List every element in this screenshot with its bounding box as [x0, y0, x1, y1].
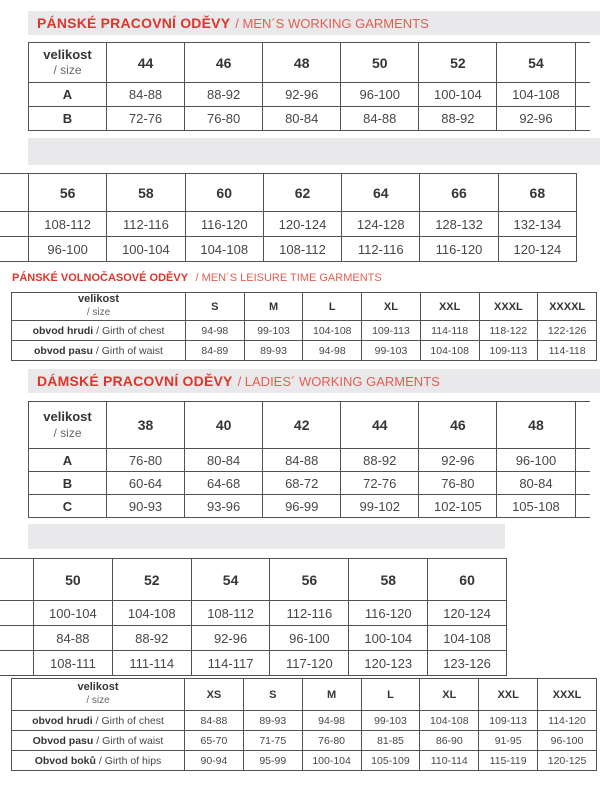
section-title-czech: PÁNSKÉ PRACOVNÍ ODĚVY	[37, 15, 231, 31]
column-header-size-M: M	[244, 293, 303, 321]
size-value-cell: 96-99	[263, 495, 341, 518]
row-label: obvod pasu / Girth of waist	[12, 341, 186, 361]
size-value-cell: 89-93	[244, 341, 303, 361]
size-value-cell: 116-120	[185, 212, 263, 237]
size-value-cell: 88-92	[112, 626, 191, 651]
size-value-cell: 94-98	[186, 321, 245, 341]
column-header-size-54: 54	[191, 559, 270, 601]
section-title-english: / MEN´S WORKING GARMENTS	[235, 15, 429, 31]
column-header-size-XS: XS	[185, 679, 244, 711]
size-value-cell: 124-128	[342, 212, 420, 237]
size-value-cell: 84-88	[34, 626, 113, 651]
cut-off-cell-stub	[0, 212, 29, 237]
column-header-size-M: M	[302, 679, 361, 711]
size-value-cell: 84-88	[107, 83, 185, 107]
column-header-size-XXXL: XXXL	[538, 679, 597, 711]
size-value-cell: 104-108	[112, 601, 191, 626]
column-header-size-58: 58	[107, 174, 185, 212]
column-header-size-40: 40	[185, 402, 263, 449]
corner-cell-velikost-size: velikost / size	[29, 402, 107, 449]
size-value-cell: 96-100	[497, 449, 575, 472]
size-value-cell: 104-108	[420, 711, 479, 731]
column-header-size-52: 52	[112, 559, 191, 601]
column-header-size-66: 66	[420, 174, 498, 212]
row-label: obvod hrudi / Girth of chest	[12, 321, 186, 341]
column-header-size-42: 42	[263, 402, 341, 449]
size-value-cell: 112-116	[270, 601, 349, 626]
size-value-cell: 65-70	[185, 731, 244, 751]
size-value-cell: 100-104	[34, 601, 113, 626]
size-value-cell: 104-108	[420, 341, 479, 361]
size-value-cell: 90-93	[107, 495, 185, 518]
size-value-cell: 108-112	[191, 601, 270, 626]
size-value-cell: 116-120	[349, 601, 428, 626]
corner-cell-velikost-size: velikost / size	[12, 679, 185, 711]
size-value-cell: 88-92	[341, 449, 419, 472]
cut-off-cell-stub	[575, 83, 590, 107]
cut-off-cell-stub	[575, 495, 590, 518]
size-value-cell: 92-96	[263, 83, 341, 107]
column-header-size-XL: XL	[420, 679, 479, 711]
column-header-size-46: 46	[185, 43, 263, 83]
column-header-size-60: 60	[428, 559, 507, 601]
size-value-cell: 100-104	[107, 237, 185, 262]
size-value-cell: 111-114	[112, 651, 191, 676]
size-value-cell: 76-80	[419, 472, 497, 495]
table-continuation-bar	[28, 524, 505, 549]
size-value-cell: 99-103	[244, 321, 303, 341]
column-header-size-56: 56	[270, 559, 349, 601]
table-mens-leisure-sizes	[11, 292, 597, 361]
size-value-cell: 118-122	[479, 321, 538, 341]
size-value-cell: 122-126	[538, 321, 597, 341]
size-value-cell: 114-117	[191, 651, 270, 676]
size-value-cell: 115-119	[479, 751, 538, 771]
size-value-cell: 76-80	[107, 449, 185, 472]
cut-off-cell-stub	[0, 651, 34, 676]
size-value-cell: 128-132	[420, 212, 498, 237]
size-value-cell: 99-102	[341, 495, 419, 518]
size-value-cell: 132-134	[498, 212, 576, 237]
size-value-cell: 112-116	[107, 212, 185, 237]
row-label: Obvod pasu / Girth of waist	[12, 731, 185, 751]
size-value-cell: 72-76	[107, 107, 185, 131]
corner-cell-velikost-size: velikost / size	[12, 293, 186, 321]
corner-cell-velikost-size: velikost / size	[29, 43, 107, 83]
table-mens-working-sizes-44-54	[28, 42, 590, 131]
row-label: obvod hrudi / Girth of chest	[12, 711, 185, 731]
size-value-cell: 96-100	[270, 626, 349, 651]
column-header-size-50: 50	[34, 559, 113, 601]
cut-off-column-stub	[575, 402, 590, 449]
size-value-cell: 117-120	[270, 651, 349, 676]
size-value-cell: 92-96	[419, 449, 497, 472]
column-header-size-44: 44	[107, 43, 185, 83]
size-value-cell: 80-84	[263, 107, 341, 131]
cut-off-cell-stub	[0, 601, 34, 626]
size-value-cell: 100-104	[349, 626, 428, 651]
size-value-cell: 100-104	[419, 83, 497, 107]
column-header-size-44: 44	[341, 402, 419, 449]
size-value-cell: 105-109	[361, 751, 420, 771]
size-value-cell: 94-98	[303, 341, 362, 361]
column-header-size-48: 48	[263, 43, 341, 83]
column-header-size-L: L	[361, 679, 420, 711]
cut-off-cell-stub	[575, 472, 590, 495]
size-value-cell: 120-124	[263, 212, 341, 237]
size-value-cell: 96-100	[29, 237, 107, 262]
size-value-cell: 120-124	[428, 601, 507, 626]
row-label-C: C	[29, 495, 107, 518]
table-ladies-working-sizes-38-48	[28, 401, 590, 518]
cut-off-column-stub	[575, 43, 590, 83]
table-mens-working-sizes-56-68	[0, 173, 577, 262]
column-header-size-XXXL: XXXL	[479, 293, 538, 321]
size-value-cell: 84-88	[263, 449, 341, 472]
size-value-cell: 72-76	[341, 472, 419, 495]
size-value-cell: 109-113	[479, 711, 538, 731]
size-value-cell: 104-108	[303, 321, 362, 341]
section-header-ladies-working	[28, 369, 600, 393]
row-label-A: A	[29, 83, 107, 107]
size-value-cell: 94-98	[302, 711, 361, 731]
column-header-size-48: 48	[497, 402, 575, 449]
section-title-czech: PÁNSKÉ VOLNOČASOVÉ ODĚVY	[12, 272, 189, 284]
size-value-cell: 116-120	[420, 237, 498, 262]
size-value-cell: 114-118	[538, 341, 597, 361]
cut-off-cell-stub	[0, 237, 29, 262]
size-value-cell: 100-104	[302, 751, 361, 771]
column-header-size-XL: XL	[362, 293, 421, 321]
column-header-size-50: 50	[341, 43, 419, 83]
size-value-cell: 80-84	[497, 472, 575, 495]
size-value-cell: 120-124	[498, 237, 576, 262]
size-value-cell: 92-96	[191, 626, 270, 651]
table-continuation-bar	[28, 138, 600, 165]
size-value-cell: 93-96	[185, 495, 263, 518]
size-value-cell: 96-100	[538, 731, 597, 751]
cut-off-column-stub	[0, 174, 29, 212]
size-value-cell: 68-72	[263, 472, 341, 495]
size-value-cell: 81-85	[361, 731, 420, 751]
cut-off-column-stub	[0, 559, 34, 601]
cut-off-cell-stub	[575, 449, 590, 472]
column-header-size-54: 54	[497, 43, 575, 83]
column-header-size-46: 46	[419, 402, 497, 449]
size-value-cell: 108-111	[34, 651, 113, 676]
size-value-cell: 99-103	[362, 341, 421, 361]
size-value-cell: 76-80	[302, 731, 361, 751]
size-value-cell: 91-95	[479, 731, 538, 751]
section-title-english: / MEN´S LEISURE TIME GARMENTS	[195, 272, 382, 284]
column-header-size-62: 62	[263, 174, 341, 212]
size-value-cell: 108-112	[263, 237, 341, 262]
size-value-cell: 123-126	[428, 651, 507, 676]
size-value-cell: 114-120	[538, 711, 597, 731]
size-value-cell: 102-105	[419, 495, 497, 518]
table-ladies-working-sizes-50-60	[0, 558, 507, 676]
size-value-cell: 96-100	[341, 83, 419, 107]
column-header-size-56: 56	[29, 174, 107, 212]
size-value-cell: 60-64	[107, 472, 185, 495]
row-label-A: A	[29, 449, 107, 472]
row-label-B: B	[29, 472, 107, 495]
size-value-cell: 84-89	[186, 341, 245, 361]
size-value-cell: 104-108	[428, 626, 507, 651]
column-header-size-60: 60	[185, 174, 263, 212]
size-value-cell: 99-103	[361, 711, 420, 731]
size-value-cell: 109-113	[362, 321, 421, 341]
size-value-cell: 105-108	[497, 495, 575, 518]
size-value-cell: 95-99	[243, 751, 302, 771]
column-header-size-XXL: XXL	[479, 679, 538, 711]
size-value-cell: 90-94	[185, 751, 244, 771]
size-value-cell: 80-84	[185, 449, 263, 472]
column-header-size-XXXXL: XXXXL	[538, 293, 597, 321]
table-ladies-measurements	[11, 678, 597, 771]
section-header-mens-working	[28, 11, 600, 35]
column-header-size-68: 68	[498, 174, 576, 212]
size-value-cell: 64-68	[185, 472, 263, 495]
size-value-cell: 112-116	[342, 237, 420, 262]
size-value-cell: 76-80	[185, 107, 263, 131]
cut-off-cell-stub	[575, 107, 590, 131]
section-header-mens-leisure	[12, 268, 382, 286]
size-value-cell: 104-108	[185, 237, 263, 262]
column-header-size-S: S	[186, 293, 245, 321]
size-value-cell: 108-112	[29, 212, 107, 237]
size-value-cell: 88-92	[419, 107, 497, 131]
column-header-size-52: 52	[419, 43, 497, 83]
size-value-cell: 92-96	[497, 107, 575, 131]
section-title-english: / LADIES´ WORKING GARMENTS	[237, 373, 440, 389]
column-header-size-XXL: XXL	[420, 293, 479, 321]
size-value-cell: 84-88	[185, 711, 244, 731]
size-value-cell: 104-108	[497, 83, 575, 107]
column-header-size-64: 64	[342, 174, 420, 212]
size-value-cell: 88-92	[185, 83, 263, 107]
size-value-cell: 120-123	[349, 651, 428, 676]
column-header-size-S: S	[243, 679, 302, 711]
column-header-size-58: 58	[349, 559, 428, 601]
size-value-cell: 114-118	[420, 321, 479, 341]
row-label-B: B	[29, 107, 107, 131]
size-value-cell: 109-113	[479, 341, 538, 361]
cut-off-cell-stub	[0, 626, 34, 651]
size-value-cell: 71-75	[243, 731, 302, 751]
column-header-size-38: 38	[107, 402, 185, 449]
column-header-size-L: L	[303, 293, 362, 321]
size-value-cell: 89-93	[243, 711, 302, 731]
section-title-czech: DÁMSKÉ PRACOVNÍ ODĚVY	[37, 373, 233, 389]
size-value-cell: 110-114	[420, 751, 479, 771]
size-value-cell: 120-125	[538, 751, 597, 771]
size-value-cell: 84-88	[341, 107, 419, 131]
size-value-cell: 86-90	[420, 731, 479, 751]
row-label: Obvod boků / Girth of hips	[12, 751, 185, 771]
